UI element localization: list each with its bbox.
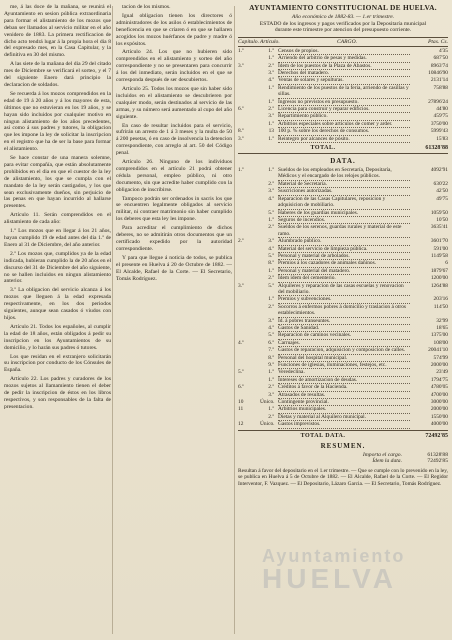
middle-paragraph: Para acreditar el cumplimiento de dichos deberes, no se admitirán otros documentos que un certificado expedido por la autoridad correspondiente. (116, 225, 232, 252)
data-row-amt: 2000'00 (430, 406, 448, 413)
data-row-amt: 114'50 (433, 303, 448, 310)
data-row-art: 4.º (268, 195, 274, 202)
resumen-label: Importa el cargo. (362, 451, 402, 458)
data-row-art: 2.º (268, 303, 274, 310)
cargo-row-art: 1.º (268, 98, 274, 105)
data-row-amt: 32'99 (436, 317, 448, 324)
data-row-concept: Veredeclina. (278, 369, 410, 376)
resumen-label: Ídem la data. (372, 458, 402, 465)
data-row-amt: 23'49 (436, 369, 448, 376)
data-row-art: 2.º (268, 180, 274, 187)
cargo-row-art: 4.º (268, 77, 274, 84)
data-total-row (238, 433, 448, 439)
middle-paragraph: Igual obligacion tienen los directores ó administradores de los asilos ó establecimientos de beneficencia en que se críaren ó en que se hallaren acogidos los mozos huérfanos de padre y madre ó los expósitos. (116, 12, 232, 47)
header-amount: Ptas. Cs. (427, 38, 448, 45)
data-row-concept: Carruajes. (278, 340, 410, 347)
data-row (238, 188, 448, 195)
cargo-row-art: 1.º (268, 84, 274, 91)
data-row-amt: 108'00 (433, 339, 448, 346)
cargo-row (238, 85, 448, 99)
cargo-row-art: 1.º (268, 55, 274, 62)
data-row-concept: Sueldos de los serenos, guardas rurales y material de este ramo. (278, 224, 410, 238)
data-row (238, 181, 448, 188)
data-row (238, 384, 448, 391)
data-row-cap: 1.º (238, 167, 244, 174)
cargo-row-art: 3.º (268, 113, 274, 120)
data-row (238, 304, 448, 318)
data-row-concept: Ídem ídem del cementerio. (278, 275, 410, 282)
data-row-concept: Funciones de iglesias, iluminaciones, festejos, etc. (278, 362, 410, 369)
data-row-art: 5.º (268, 332, 274, 339)
table-header (238, 37, 448, 47)
data-row-concept: Arbitrios municipales. (278, 406, 410, 413)
divider (238, 430, 448, 431)
cargo-row-concept: Ídem de los puestos de la Plaza de Abastos. (278, 63, 410, 70)
data-row-concept: Haberes de los guardias municipales. (278, 210, 410, 217)
resumen-amount: 72492'85 (427, 458, 448, 465)
data-row-concept: Personal y material de arbolados. (278, 253, 410, 260)
data-row-art: 3.º (268, 238, 274, 245)
right-column (238, 4, 448, 636)
library-watermark: Ayuntamiento HUELVA (262, 546, 406, 594)
middle-paragraph: Artículo 24. Los que no hubieren sido comprendidos en el alistamiento y sorteo del año correspondiente y no se presentaren para concurrir á los del inmediato, serán incluidos en el que se corresponda después de ser descubiertos. (116, 49, 232, 84)
data-row-art: 4.º (268, 325, 274, 331)
cargo-row-amt: 2131'14 (430, 77, 448, 84)
data-row-amt: 1200'00 (430, 275, 448, 282)
data-row-amt: 203'16 (433, 296, 448, 303)
cargo-row-concept: Ingresos no previstos en presupuesto. (278, 99, 410, 106)
data-row-art: 7.º (268, 347, 274, 354)
cargo-row-art: 2.º (268, 62, 274, 69)
data-table (238, 167, 448, 429)
data-row-amt: 1149'58 (431, 252, 448, 259)
resumen-row (238, 452, 448, 459)
middle-paragraph: Tampoco podrán ser ordenados in sacris los que se encuentren legalmente obligados al servicio militar, ni contraer matrimonio sin haber cumplido los deberes que esta ley les impone. (116, 195, 232, 223)
cargo-row-cap: 1.º (238, 47, 244, 54)
cargo-row-concept: Ventas de solares y sepulturas. (278, 77, 410, 84)
data-row (238, 347, 448, 354)
data-row-art: 3.º (268, 317, 274, 324)
cargo-total-amount: 61328'88 (425, 145, 448, 152)
data-row-art: 4.º (268, 245, 274, 252)
cargo-row-amt: 8963'74 (430, 62, 448, 69)
cargo-row (238, 63, 448, 70)
data-row-amt: 1264'88 (430, 282, 448, 289)
data-row-concept: Sueldos de los empleados en Secretaría, Depositaría, Médicos y el encargado de los relojes públicos. (278, 167, 410, 181)
left-paragraph: 3.º La obligacion del servicio alcanza á los mozos que lleguen á la edad expresada respectivamente, en los dos periodos siguientes, aunque sean casados ó viudos con hijos. (4, 287, 111, 321)
data-row (238, 392, 448, 399)
cargo-row-amt: 10846'90 (428, 70, 448, 76)
data-row-amt: 18'65 (436, 325, 448, 331)
data-row-cap: 4.º (238, 339, 244, 346)
resumen-title: RESUMEN. (320, 441, 366, 450)
data-row (238, 253, 448, 260)
cargo-total-row (238, 145, 448, 151)
data-row-art: 1.º (268, 296, 274, 303)
left-paragraph: Artículo 11. Serán comprendidos en el alistamiento de cada año: (4, 212, 111, 226)
data-row (238, 217, 448, 224)
data-row (238, 283, 448, 297)
data-row-amt: 1375'00 (430, 332, 448, 339)
data-row (238, 318, 448, 325)
cargo-row-cap: 8.º (238, 128, 244, 135)
data-row-amt: 4700'00 (430, 391, 448, 398)
left-paragraph: Artículo 22. Los padres y curadores de los mozos sujetos al llamamiento tienen el deber de pedir la inscripcion de éstos en los libros respectivos, y son responsables de la falta de presentacion. (4, 376, 111, 410)
data-row (238, 355, 448, 362)
cargo-row-concept: Reintegro por alcances de pósito. (278, 136, 410, 143)
data-row-art: 1.º (268, 267, 274, 274)
data-row-amt: 3635'41 (430, 224, 448, 231)
data-row-concept: Íd. á pobres transeuntes. (278, 318, 410, 325)
data-total-amount: 72492'85 (425, 432, 448, 439)
middle-paragraph: Artículo 26. Ninguno de los individuos comprendidos en el artículo 21 podrá obtener cédula personal, empleo público, ni otro documento, sin que acredite haber cumplido con la obligacion de inscribirse. (116, 159, 232, 193)
data-row-concept: Reparacion de las Casas Capitulares, reposicion y adquisicion de mobiliario. (278, 196, 410, 210)
left-paragraph: A las siete de la mañana del dia 29 del citado mes de Diciembre se verificará el sorteo, y el 7 del siguiente Enero dará principio la declaracion de soldados. (4, 61, 111, 88)
cargo-row-amt: 3750'00 (430, 120, 448, 127)
left-paragraph: Se recuerda á los mozos comprendidos en la edad de 19 á 20 años y á los mayores de esta, últimos que no estuvieran en los 19 años, y se hayan sido incluidos por cualquier motivo en ningun alistamiento de los años precedentes, así como á sus padres y tutores, la obligacion que les impone la ley de solicitar la inscripcion en el registro que ha de ser la base para formar el alistamiento. (4, 90, 111, 153)
data-row-art: 5.º (268, 252, 274, 259)
data-row-cap: 12 (238, 421, 244, 428)
cargo-row-cap: 6.º (238, 106, 244, 113)
cargo-row-amt: 687'50 (433, 55, 448, 62)
cargo-row-amt: 15'83 (436, 135, 448, 142)
cargo-row (238, 121, 448, 128)
middle-paragraph: Artículo 25. Todos los mozos que sin haber sido incluidos en el alistamiento se descubrieren por cualquier modo, serán destinados al servicio de las armas, y su número será aumentado al cupo del año siguiente. (116, 85, 232, 120)
cargo-row-concept: Repartimiento público. (278, 113, 410, 120)
left-paragraph: Se hace constar de una manera solemne, para evitar compañía, que están absolutamente prohibidos en el dia en que el cuestor de la ley de alistamiento, los que se cumpla con el mandato de la ley serán castigados, y los que sean exclusivamente dueños, sin perjuicio de las penas en que hayan incurrido al hallarse presentes. (4, 155, 111, 210)
data-row-concept: Personal del hospital municipal. (278, 355, 410, 362)
cargo-row (238, 113, 448, 120)
data-row (238, 224, 448, 238)
cargo-total-label: TOTAL. (310, 145, 336, 152)
data-row (238, 406, 448, 413)
data-row-art: 3.º (268, 391, 274, 398)
left-column (4, 4, 111, 636)
divider (238, 153, 448, 154)
data-row-art: 1.º (268, 406, 274, 413)
data-row-amt: 10'50 (436, 216, 448, 223)
data-row-concept: Gastos de reparacion, adquisicion y composicion de calles. (278, 347, 410, 354)
data-row-amt: 42'50 (436, 188, 448, 195)
data-row-concept: Alumbrado público. (278, 238, 410, 245)
cargo-row-cap: 3.º (238, 135, 244, 142)
data-row-concept: Material del servicio de limpieza pública. (278, 246, 410, 253)
data-row-amt: 49'75 (436, 195, 448, 202)
left-paragraph: Artículo 21. Todos los españoles, al cumplir la edad de 18 años, están obligados á pedir su inscripcion en los Ayuntamientos de su domicilio, y lo harán sus padres ó tutores. (4, 323, 111, 351)
cargo-row-concept: Licencia para construir y reparar edificios. (278, 106, 410, 113)
data-row-art: 1.º (268, 167, 274, 174)
cargo-row (238, 99, 448, 106)
cargo-row (238, 128, 448, 135)
column-divider (112, 6, 113, 634)
header-articulo: Artículo. (260, 38, 280, 45)
data-row (238, 238, 448, 245)
data-row-cap: 10 (238, 399, 244, 406)
data-row-amt: 1794'75 (430, 376, 448, 383)
data-row-amt: 591'00 (433, 245, 448, 252)
data-row-art: 5.º (268, 282, 274, 289)
ayuntamiento-title: AYUNTAMIENTO CONSTITUCIONAL DE HUELVA. (249, 4, 437, 12)
cargo-row-concept: Censos de propios. (278, 48, 410, 55)
data-row (238, 369, 448, 376)
header-cargo: CARGO. (336, 38, 358, 45)
data-row-amt: 4780'05 (430, 384, 448, 391)
cargo-row-amt: 758'88 (433, 84, 448, 91)
data-row-art: 2.º (268, 224, 274, 231)
data-row-amt: 3000'00 (430, 399, 448, 406)
data-row-art: 6.º (268, 339, 274, 346)
data-row-amt: 574'99 (433, 354, 448, 361)
data-row-art: 8.º (268, 354, 274, 361)
data-row-amt: 3601'70 (430, 238, 448, 245)
data-row (238, 260, 448, 267)
middle-paragraph: En caso de resultar incluidos para el servicio, sufrirán un arresto de 1 á 3 meses y la multa de 50 á 200 pesetas, ó en caso de insolvencia la detencion correspondiente, con arreglo al art. 50 del Código penal. (116, 122, 232, 157)
data-row-concept: Premios y subvenciones. (278, 296, 410, 303)
header-capitulo: Capítulo. (238, 38, 259, 45)
data-row-concept: Material de Secretaría. (278, 181, 410, 188)
cargo-row-amt: 27896'24 (428, 98, 448, 105)
data-row (238, 275, 448, 282)
data-row-concept: Personal y material del matadero. (278, 268, 410, 275)
data-title: DATA. (330, 157, 356, 166)
data-row-art: 3.º (268, 188, 274, 195)
data-row (238, 332, 448, 339)
middle-column (116, 4, 232, 636)
data-row-amt: 4000'00 (430, 421, 448, 428)
data-row (238, 421, 448, 428)
period-subtitle: Año económico de 1882-83. — 1.er trimestre. (291, 14, 395, 20)
data-row (238, 296, 448, 303)
cargo-row-concept: 100 p. % sobre los derechos de consumos. (278, 128, 410, 135)
data-row-amt: 2000'00 (430, 362, 448, 369)
resumen-amount: 61328'88 (427, 451, 448, 458)
data-row-art: Único. (260, 399, 275, 406)
data-row-cap: 3.º (238, 282, 244, 289)
cargo-row-art: 2.º (268, 106, 274, 113)
cargo-table (238, 48, 448, 143)
data-row-concept: Reparacion de caminos vecinales. (278, 332, 410, 339)
data-row (238, 246, 448, 253)
data-row-concept: Atrasados de resultas. (278, 392, 410, 399)
cargo-row-amt: 44'80 (436, 106, 448, 113)
cargo-row (238, 77, 448, 84)
footer-note: Resultan á favor del depositario en el 1.er trimestre. — Que se cumple con lo prevenido en la ley, se publica en Huelva á 5 de Octubre de 1882. — El Alcalde, Rafael de la Corte. — El Regidor Interventor, F. Vazquez. — El Depositario, Lázaro Garcia. — El Secretario, Tomás Rodríguez. (238, 467, 448, 487)
cargo-row (238, 136, 448, 143)
cargo-row-amt: 4'35 (438, 47, 448, 54)
data-row (238, 196, 448, 210)
data-row (238, 167, 448, 181)
data-row-art: 1.º (268, 216, 274, 223)
left-paragraph: 1.º Los mozos que en llegar á los 21 años, hayan cumplido 19 de edad antes del dia 1.º de Enero al 31 de Diciembre, del año anterior. (4, 228, 111, 248)
left-paragraph: 2.º Los mozos que, cumplidos ya de la edad indicada, hubieran cumplido la de 20 años en el discurso del 31 de Diciembre del año siguiente, no se hallen incluidos en ningun alistamiento anterior. (4, 250, 111, 285)
data-row-art: 9.º (268, 362, 274, 369)
data-row-concept: Créditos á favor de la Hacienda. (278, 384, 410, 391)
data-row-concept: Intereses de amortizacion de deudas. (278, 377, 410, 384)
data-row-concept: Seguros de incendios. (278, 217, 410, 224)
data-row-art: 2.º (268, 384, 274, 391)
cargo-row-art: 13 (268, 128, 274, 135)
cargo-row-concept: Derechos del matadero. (278, 70, 410, 77)
data-row-concept: Gastos imprevistos. (278, 421, 410, 428)
data-row-amt: 1879'67 (430, 267, 448, 274)
resumen-row (238, 458, 448, 465)
left-paragraph: me, á las doce de la mañana, se reunirá el Ayuntamiento en sesion pública extraordinaria para formar el alistamiento de los mozos que deban ser llamados al servicio militar en el año venidero de 1883. La primera rectificacion de dicho acto tendrá lugar á la propia hora el dia 8 del expresado mes, en la Casa Capitular, y la definitiva en 30 del mismo. (4, 4, 111, 59)
data-row-concept: Dietas y material al Alquilero municipal. (278, 414, 410, 421)
middle-paragraph: tacion de los mismos. (122, 4, 171, 10)
data-row-cap: 5.º (238, 369, 244, 376)
resumen-table (238, 452, 448, 465)
estado-line-1: ESTADO de los ingresos y pagos verificados por la Depositaría municipal (259, 20, 427, 27)
cargo-row (238, 55, 448, 62)
cargo-row-art: 1.º (268, 120, 274, 127)
data-row (238, 362, 448, 369)
cargo-row-cap: 3.º (238, 62, 244, 69)
data-row-concept: Contingente provincial. (278, 399, 410, 406)
cargo-row-art: 1.º (268, 47, 274, 54)
cargo-row (238, 48, 448, 55)
cargo-row-concept: Arriendo del arbitrio de pesas y medidas. (278, 55, 410, 62)
data-row-amt: 20041'10 (428, 347, 448, 354)
cargo-row-amt: 5999'43 (430, 128, 448, 135)
data-row-art: Único. (260, 421, 275, 428)
cargo-row-art: 1.º (268, 135, 274, 142)
cargo-row-concept: Arbitrios especiales sobre artículos de comer y arder. (278, 121, 410, 128)
cargo-row (238, 70, 448, 77)
data-row-art: 2.º (268, 275, 274, 282)
column-divider (234, 6, 235, 634)
data-row-cap: 6.º (238, 384, 244, 391)
data-row-amt: 1550'00 (430, 413, 448, 420)
cargo-row-amt: 459'75 (433, 113, 448, 120)
data-row-cap: 11 (238, 406, 244, 413)
data-row-art: 1.º (268, 369, 274, 376)
data-row-amt: 1059'50 (430, 209, 448, 216)
data-row (238, 210, 448, 217)
data-row (238, 325, 448, 332)
data-row-amt: 630'22 (433, 180, 448, 187)
data-row (238, 268, 448, 275)
data-row-concept: Suscriciones autorizadas. (278, 188, 410, 195)
data-row (238, 399, 448, 406)
data-row-concept: Premios á los cazadores de animales dañinos. (278, 260, 410, 267)
data-row-art: 8.º (268, 260, 274, 267)
left-paragraph: Los que residan en el extranjero solicitarán su inscripcion por conducto de los Cónsules de España. (4, 353, 111, 374)
data-row-amt: 4092'91 (430, 167, 448, 174)
data-row-art: 2.º (268, 413, 274, 420)
cargo-row-concept: Rendimiento de los puestos de la feria, arriendo de casillas y sillas. (278, 84, 409, 98)
data-row-art: 5.º (268, 209, 274, 216)
data-row (238, 340, 448, 347)
data-row-concept: Socorros á enfermos pobres á domicilio y traslacion á otros establecimientos. (278, 304, 410, 318)
data-total-label: TOTAL DATA. (300, 432, 346, 439)
estado-line-2: durante este trimestre por atencion del presupuesto corriente. (274, 27, 412, 34)
data-row-concept: Gastos de Sanidad. (278, 325, 410, 332)
data-row-concept: Alquileres y reparacion de las casas escuelas y renovacion del mobiliario. (278, 283, 410, 297)
data-row-amt: 6 (445, 260, 448, 267)
cargo-row-art: 3.º (268, 70, 274, 76)
data-row-art: 1.º (268, 376, 274, 383)
data-row-cap: 2.º (238, 238, 244, 245)
cargo-row (238, 106, 448, 113)
middle-paragraph: Y para que llegue á noticia de todos, se publica el presente en Huelva á 20 de Octubre de 1882. — El Alcalde, Rafael de la Corte. — El Secretario, Tomás Rodríguez. (116, 254, 232, 282)
